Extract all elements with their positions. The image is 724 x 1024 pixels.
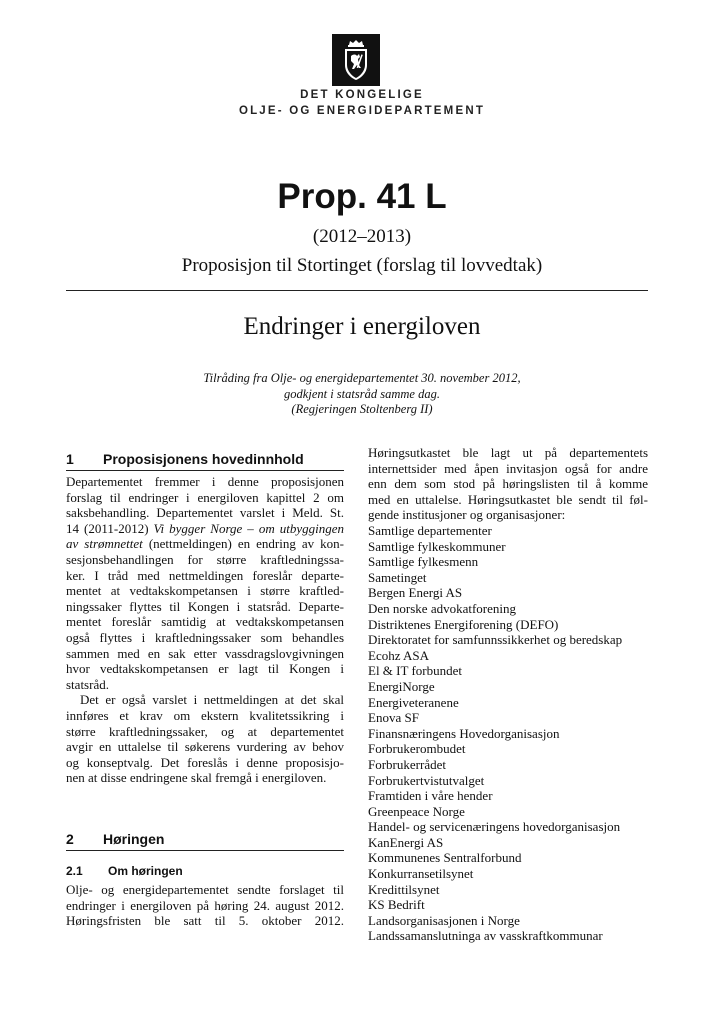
- section-number: 2: [66, 831, 74, 847]
- section-number: 1: [66, 451, 74, 467]
- text-line: Høringsutkastet ble lagt ut på departementets: [368, 445, 648, 460]
- subsection-2-1-heading: [66, 864, 344, 878]
- section-1-rule: [66, 470, 344, 471]
- list-item: KanEnergi AS: [368, 834, 444, 850]
- text-line: sesjonsbehandlingen for større kraftledningssa-: [66, 551, 344, 567]
- list-item: Forbrukerombudet: [368, 741, 466, 757]
- list-item: Forbrukertvistutvalget: [368, 772, 485, 788]
- text-line: Departementet fremmer i denne proposisjonen: [66, 474, 344, 489]
- text-line: innføres et krav om ekstern kvalitetssikring i: [66, 707, 344, 723]
- text-line: og konseptvalg. Det foreslås i denne proposisjo-: [66, 754, 344, 770]
- text-line: enn dem som stod på høringslisten til å komme: [368, 476, 648, 492]
- list-item: Direktoratet for samfunnssikkerhet og beredskap: [368, 632, 623, 648]
- section-2-heading: [66, 831, 344, 847]
- list-item: KS Bedrift: [368, 897, 425, 913]
- list-item: Framtiden i våre hender: [368, 788, 493, 804]
- recommendation-note: [0, 371, 724, 418]
- list-item: Konkurransetilsynet: [368, 866, 474, 882]
- list-item: Landsorganisasjonen i Norge: [368, 912, 520, 928]
- section-2-paragraph: [66, 882, 344, 929]
- document-title: Endringer i energiloven: [243, 313, 481, 340]
- section-1-heading: [66, 451, 344, 467]
- list-item: Samtlige fylkesmenn: [368, 554, 479, 570]
- list-item: Greenpeace Norge: [368, 803, 465, 819]
- title-divider: [66, 290, 648, 291]
- list-item: Samtlige fylkeskommuner: [368, 538, 506, 554]
- text-line: saksbehandling. Departementet varslet i Meld. St.: [66, 505, 344, 521]
- session-years: (2012–2013): [312, 226, 412, 247]
- list-item: Finansnæringens Hovedorganisasjon: [368, 725, 560, 741]
- list-item: El & IT forbundet: [368, 663, 462, 679]
- list-item: Forbrukerrådet: [368, 756, 446, 772]
- list-item: Kredittilsynet: [368, 881, 440, 897]
- section-title: Høringen: [103, 831, 165, 847]
- text-line: også flyttes i kraftledningssaker som behandles: [66, 629, 344, 645]
- department-line-1: DET KONGELIGE: [300, 89, 424, 101]
- text-line: med en uttalelse. Høringsutkastet ble sendt til føl-: [368, 491, 648, 507]
- text-line: av strømnettet (nettmeldingen) en endring av kon-: [66, 536, 345, 552]
- list-item: EnergiNorge: [368, 678, 435, 694]
- subsection-number: 2.1: [66, 864, 83, 878]
- text-line: avgir en uttalelse til søkerens vurdering av behov: [66, 739, 344, 755]
- text-line: endringer i energiloven på høring 24. august 2012.: [66, 897, 344, 913]
- text-line: forslag til endringer i energiloven kapittel 2 om: [66, 489, 344, 505]
- list-item: Distriktenes Energiforening (DEFO): [368, 616, 559, 632]
- list-item: Den norske advokatforening: [368, 600, 517, 616]
- list-item: Samtlige departementer: [368, 523, 492, 538]
- recipient-list: [368, 523, 648, 944]
- list-item: Kommunenes Sentralforbund: [368, 850, 522, 866]
- proposition-subtitle: Proposisjon til Stortinget (forslag til lovvedtak): [181, 255, 543, 276]
- text-line: mentet foreslår samtidig at vedtakskompetansen: [66, 614, 344, 630]
- text-line: sammen med en sak etter vassdragslovgivningen: [66, 645, 344, 661]
- list-item: Ecohz ASA: [368, 647, 430, 663]
- text-line: statsråd.: [66, 676, 109, 692]
- text-line: Det er også varslet i nettmeldingen at det skal: [80, 692, 344, 708]
- text-line: ker. I tråd med nettmeldingen foreslår departe-: [66, 567, 344, 583]
- recommendation-line: godkjent i statsråd samme dag.: [284, 386, 440, 401]
- section-2-rule: [66, 850, 344, 851]
- list-item: Landssamanslutninga av vasskraftkommunar: [368, 928, 603, 944]
- subsection-title: Om høringen: [108, 864, 183, 878]
- recommendation-line: (Regjeringen Stoltenberg II): [291, 402, 433, 416]
- coat-of-arms-logo: [332, 34, 380, 86]
- text-line: nen at disse endringene skal fremgå i energiloven.: [66, 770, 327, 786]
- text-line: Høringsfristen ble satt til 5. oktober 2012.: [66, 913, 344, 929]
- hearing-intro-paragraph: [368, 445, 648, 523]
- text-line: hvor vedtakskompetansen er lagt til Kongen i: [66, 661, 344, 677]
- department-line-2: OLJE- OG ENERGIDEPARTEMENT: [238, 105, 486, 117]
- text-line: ningssaker flyttes til Kongen i statsråd. Departe-: [66, 598, 344, 614]
- text-line: større kraftledningssaker, og at departementet: [66, 723, 344, 739]
- list-item: Energiveteranene: [368, 694, 459, 710]
- recommendation-line: Tilråding fra Olje- og energidepartementet 30. november 2012,: [203, 371, 521, 385]
- text-line: mentet at vedtakskompetansen i større kraftled-: [66, 583, 344, 599]
- text-line: gende institusjoner og organisasjoner:: [368, 507, 566, 523]
- list-item: Handel- og servicenæringens hovedorganisasjon: [368, 819, 621, 835]
- text-line: Olje- og energidepartementet sendte forslaget til: [66, 882, 344, 897]
- section-title: Proposisjonens hovedinnhold: [103, 451, 304, 467]
- list-item: Sametinget: [368, 569, 427, 585]
- text-line: 14 (2011-2012) Vi bygger Norge – om utbyggingen: [66, 520, 344, 536]
- section-1-paragraph-1: [66, 474, 344, 786]
- proposition-number: Prop. 41 L: [277, 177, 447, 216]
- list-item: Bergen Energi AS: [368, 585, 463, 601]
- text-line: internettsider med åpen invitasjon også for andre: [368, 460, 648, 476]
- list-item: Enova SF: [368, 710, 419, 726]
